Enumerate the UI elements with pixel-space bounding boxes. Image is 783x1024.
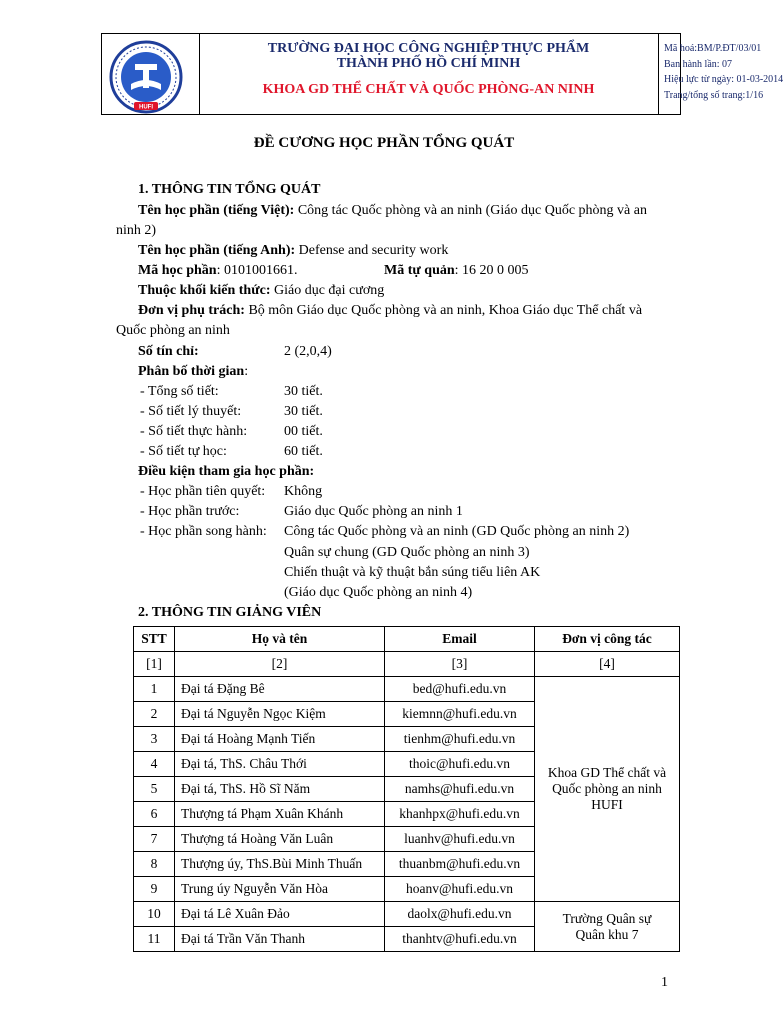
col-header-name: Họ và tên (175, 627, 385, 652)
self-managed-code (384, 263, 529, 279)
condition-extra: (Giáo dục Quốc phòng an ninh 4) (284, 585, 473, 600)
condition-extra: Quân sự chung (GD Quốc phòng an ninh 3) (284, 545, 530, 560)
time-item-value: 30 tiết. (284, 404, 323, 419)
col-index-3: [3] (385, 652, 535, 677)
course-name-vn (138, 203, 647, 219)
responsible-unit (138, 303, 642, 319)
row-email[interactable]: bed@hufi.edu.vn (385, 677, 535, 702)
row-stt: 9 (134, 877, 175, 902)
course-name-en (138, 243, 448, 259)
condition-value: Công tác Quốc phòng và an ninh (GD Quốc phòng an ninh 2) (284, 524, 630, 539)
section1-heading: 1. THÔNG TIN TỔNG QUÁT (138, 182, 321, 197)
col-header-email: Email (385, 627, 535, 652)
time-item-label: - Số tiết tự học: (140, 444, 227, 459)
row-name: Thượng úy, ThS.Bùi Minh Thuấn (175, 852, 385, 877)
knowledge-block (138, 283, 384, 299)
row-name: Đại tá Trần Văn Thanh (175, 927, 385, 952)
responsible-unit-label: Đơn vị phụ trách: (138, 303, 245, 318)
row-stt: 7 (134, 827, 175, 852)
col-header-stt: STT (134, 627, 175, 652)
university-name-cell (199, 34, 659, 114)
page-count: Trang/tổng số trang:1/16 (664, 90, 764, 101)
condition-extra: Chiến thuật và kỹ thuật bắn súng tiểu liên AK (284, 565, 541, 580)
table-index-row (134, 652, 680, 677)
unit-military-line: Quân khu 7 (575, 926, 639, 942)
credits-value: 2 (2,0,4) (284, 344, 332, 359)
document-title: ĐỀ CƯƠNG HỌC PHẦN TỔNG QUÁT (253, 135, 515, 151)
credits-label: Số tín chỉ: (138, 344, 199, 359)
unit-hufi-line: Quốc phòng an ninh (552, 781, 662, 796)
row-stt: 2 (134, 702, 175, 727)
row-stt: 1 (134, 677, 175, 702)
unit-cell-hufi (535, 677, 680, 902)
form-code: Mã hoá:BM/P.ĐT/03/01 (664, 43, 762, 54)
row-name: Thượng tá Hoàng Văn Luân (175, 827, 385, 852)
table-header-row (134, 627, 680, 652)
logo-text: HUFI (139, 104, 153, 111)
form-meta-cell (658, 34, 783, 114)
condition-value: Không (284, 484, 323, 499)
row-email[interactable]: thoic@hufi.edu.vn (385, 752, 535, 777)
course-code-value: : 0101001661. (216, 263, 298, 278)
time-item-label: - Số tiết thực hành: (140, 424, 248, 439)
col-index-4: [4] (535, 652, 680, 677)
table-row (134, 677, 680, 702)
row-stt: 6 (134, 802, 175, 827)
row-email[interactable]: thuanbm@hufi.edu.vn (385, 852, 535, 877)
page-number: 1 (661, 975, 668, 990)
row-name: Trung úy Nguyễn Văn Hòa (175, 877, 385, 902)
row-stt: 3 (134, 727, 175, 752)
time-item-value: 30 tiết. (284, 384, 323, 399)
row-name: Đại tá, ThS. Hồ Sĩ Năm (175, 777, 385, 802)
time-allocation-heading (138, 364, 248, 380)
university-name-line1: TRƯỜNG ĐẠI HỌC CÔNG NGHIỆP THỰC PHẨM (267, 41, 590, 56)
responsible-unit-cont: Quốc phòng an ninh (116, 323, 230, 338)
row-name: Thượng tá Phạm Xuân Khánh (175, 802, 385, 827)
self-code-label: Mã tự quản (384, 263, 455, 278)
course-code (138, 263, 297, 279)
table-row (134, 902, 680, 927)
responsible-unit-value: Bộ môn Giáo dục Quốc phòng và an ninh, Khoa Giáo dục Thể chất và (244, 303, 643, 318)
knowledge-block-value: Giáo dục đại cương (270, 283, 385, 298)
row-stt: 4 (134, 752, 175, 777)
row-email[interactable]: daolx@hufi.edu.vn (385, 902, 535, 927)
course-name-vn-value: Công tác Quốc phòng và an ninh (Giáo dục Quốc phòng và an (294, 203, 647, 218)
row-name: Đại tá, ThS. Châu Thới (175, 752, 385, 777)
unit-cell-military-school (535, 902, 680, 952)
time-item-label: - Số tiết lý thuyết: (140, 404, 242, 419)
section2-heading: 2. THÔNG TIN GIẢNG VIÊN (138, 605, 322, 620)
time-allocation-label: Phân bố thời gian (138, 364, 245, 379)
document-header (101, 33, 783, 115)
prerequisites-heading: Điều kiện tham gia học phần: (138, 464, 315, 479)
row-stt: 5 (134, 777, 175, 802)
faculty-name: KHOA GD THỂ CHẤT VÀ QUỐC PHÒNG-AN NINH (262, 82, 595, 97)
unit-hufi-line: HUFI (591, 797, 623, 812)
issue-number: Ban hành lần: 07 (664, 59, 733, 70)
course-name-en-label: Tên học phần (tiếng Anh): (138, 243, 296, 258)
col-index-1: [1] (134, 652, 175, 677)
condition-label: - Học phần tiên quyết: (140, 484, 266, 499)
col-index-2: [2] (175, 652, 385, 677)
unit-military-line: Trường Quân sự (562, 910, 652, 926)
course-name-vn-cont: ninh 2) (116, 223, 157, 238)
row-name: Đại tá Hoàng Mạnh Tiến (175, 727, 385, 752)
row-email[interactable]: hoanv@hufi.edu.vn (385, 877, 535, 902)
row-stt: 8 (134, 852, 175, 877)
university-logo (109, 40, 183, 114)
row-stt: 10 (134, 902, 175, 927)
university-name-line2: THÀNH PHỐ HỒ CHÍ MINH (336, 56, 521, 71)
row-stt: 11 (134, 927, 175, 952)
time-allocation-colon: : (244, 364, 249, 379)
row-email[interactable]: thanhtv@hufi.edu.vn (385, 927, 535, 952)
row-name: Đại tá Nguyễn Ngọc Kiệm (175, 702, 385, 727)
row-name: Đại tá Lê Xuân Đảo (175, 902, 385, 927)
row-email[interactable]: luanhv@hufi.edu.vn (385, 827, 535, 852)
col-header-unit: Đơn vị công tác (535, 627, 680, 652)
lecturer-table (133, 626, 680, 952)
logo-cell (102, 34, 200, 114)
condition-label: - Học phần trước: (140, 504, 240, 519)
self-code-value: : 16 20 0 005 (454, 263, 529, 278)
row-email[interactable]: khanhpx@hufi.edu.vn (385, 802, 535, 827)
course-name-vn-label: Tên học phần (tiếng Việt): (138, 203, 295, 218)
effective-date: Hiệu lực từ ngày: 01-03-2014 (664, 74, 783, 85)
course-code-label: Mã học phần (138, 263, 217, 278)
time-item-value: 00 tiết. (284, 424, 323, 439)
row-email[interactable]: tienhm@hufi.edu.vn (385, 727, 535, 752)
time-item-value: 60 tiết. (284, 444, 323, 459)
condition-label: - Học phần song hành: (140, 524, 267, 539)
condition-value: Giáo dục Quốc phòng an ninh 1 (284, 504, 463, 519)
row-name: Đại tá Đặng Bê (175, 677, 385, 702)
row-email[interactable]: namhs@hufi.edu.vn (385, 777, 535, 802)
unit-hufi-line: Khoa GD Thể chất và (547, 765, 667, 780)
time-item-label: - Tổng số tiết: (140, 384, 219, 399)
row-email[interactable]: kiemnn@hufi.edu.vn (385, 702, 535, 727)
course-name-en-value: Defense and security work (295, 243, 449, 258)
knowledge-block-label: Thuộc khối kiến thức: (138, 283, 271, 298)
